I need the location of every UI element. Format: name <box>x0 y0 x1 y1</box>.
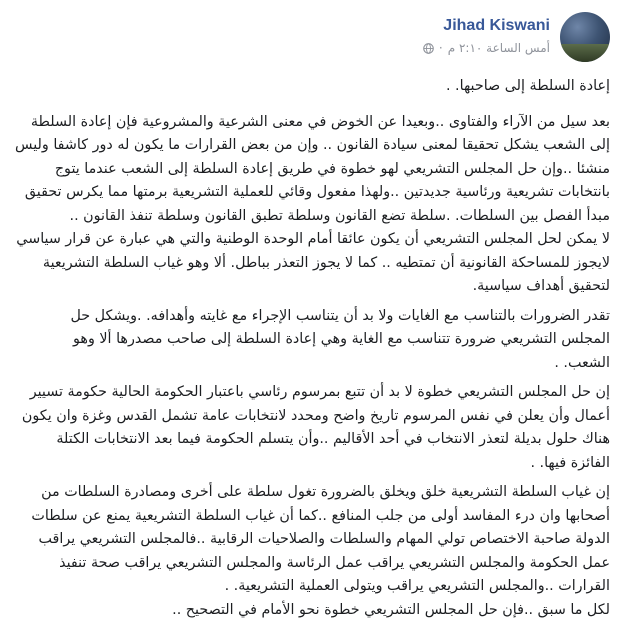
post-text-line: أعمال وأن يعلن في نفس المرسوم تاريخ واضح ومحدد لانتخابات عامة تشمل القدس وغزة وان يكون <box>21 407 610 424</box>
post-paragraph <box>12 305 610 376</box>
post-text-line: أصحابها وان درء المفاسد أولى من جلب المنافع ..كما أن غياب السلطة التشريعية يمنع عن سلطات <box>31 507 610 524</box>
post-paragraph <box>12 111 610 299</box>
post-text-line: إن غياب السلطة التشريعية خلق ويخلق بالضرورة تغول سلطة على أخرى ومصادرة السلطات من <box>41 484 610 500</box>
post-text-line: لتحقيق أهداف سياسية. <box>472 278 610 294</box>
post-text-line: لايجوز للمساحكة القانونية أن تمتطيه .. كما لا يجوز التعذر بباطل. ألا وهو غياب السلطة التشريعية <box>42 254 610 271</box>
author-avatar[interactable] <box>560 12 610 62</box>
post-paragraphs <box>12 111 610 623</box>
post-text-line: إلى الشعب يشكل تحقيقا لمعنى سيادة القانون .. وإن من بعض القرارات ما يكون له دور كاشفا وليس <box>14 137 610 153</box>
post-text-line: الفائزة فيها. . <box>530 454 610 471</box>
post-text-line: بعد سيل من الآراء والفتاوى ..وبعيدا عن الخوض في معنى الشرعية والمشروعية فإن إعادة السلطة <box>30 113 610 130</box>
post-text-line: إن حل المجلس التشريعي خطوة لا بد أن تتبع بمرسوم رئاسي باعتبار الحكومة الحالية حكومة تسيير <box>29 384 610 400</box>
post-subline <box>423 41 550 55</box>
post-text-line: تقدر الضرورات بالتناسب مع الغايات ولا بد أن يتناسب الإجراء مع غايته وأهدافه. .ويشكل حل <box>70 307 610 324</box>
post-paragraph <box>12 481 610 622</box>
post-text-line: القرارات ..والمجلس التشريعي يراقب ويتولى العملية التشريعية. . <box>224 578 610 594</box>
post-text-line: الدولة صاحبة الاختصاص تولي المهام والسلطات والصلاحيات الرقابية ..فالمجلس التشريعي يراقب <box>38 531 610 547</box>
post-timestamp[interactable]: أمس الساعة ٢:١٠ م <box>447 41 550 55</box>
post-text-line: منشئا ..وإن حل المجلس التشريعي لهو خطوة في طريق إعادة السلطة إلى الشعب عندما يتوج <box>54 160 610 177</box>
post-meta <box>423 17 550 55</box>
globe-icon[interactable] <box>423 43 434 54</box>
post-text-line: لا يمكن لحل المجلس التشريعي أن يكون عائقا أمام الوحدة الوطنية والتي هي عبارة عن قرار سياسي <box>16 231 610 247</box>
author-name[interactable]: Jihad Kiswani <box>443 17 550 34</box>
post-text-line: لكل ما سبق ..فإن حل المجلس التشريعي خطوة نحو الأمام في التصحيح .. <box>172 601 610 618</box>
post-text-line: المجلس التشريعي ضرورة تتناسب مع الغاية وهي إعادة السلطة إلى صاحب مصدرها ألا وهو <box>73 331 610 347</box>
post-header <box>12 12 610 62</box>
post-text-line: عمل الحكومة والمجلس التشريعي يراقب عمل الرئاسة والمجلس التشريعي يراقب صحة تنفيذ <box>59 554 610 571</box>
post-text-line: الشعب. . <box>554 354 610 371</box>
separator-dot: · <box>438 41 443 55</box>
post-body <box>12 75 610 622</box>
post-paragraph <box>12 381 610 475</box>
post-text-line: هناك حلول بديلة لتعذر الانتخاب في أحد الأقاليم ..وأن يتسلم الحكومة فيما بعد الانتخابات الكتلة <box>56 431 610 447</box>
post-text-line: بانتخابات تشريعية ورئاسية جديدتين ..ولهذا مفعول وقائي للعملية التشريعية برمتها مما يكرس تحقيق <box>24 184 610 200</box>
post-title: إعادة السلطة إلى صاحبها. . <box>445 78 610 94</box>
post-text-line: مبدأ الفصل بين السلطات. .سلطة تضع القانون وسلطة تطبق القانون وسلطة تنفذ القانون .. <box>69 207 610 224</box>
